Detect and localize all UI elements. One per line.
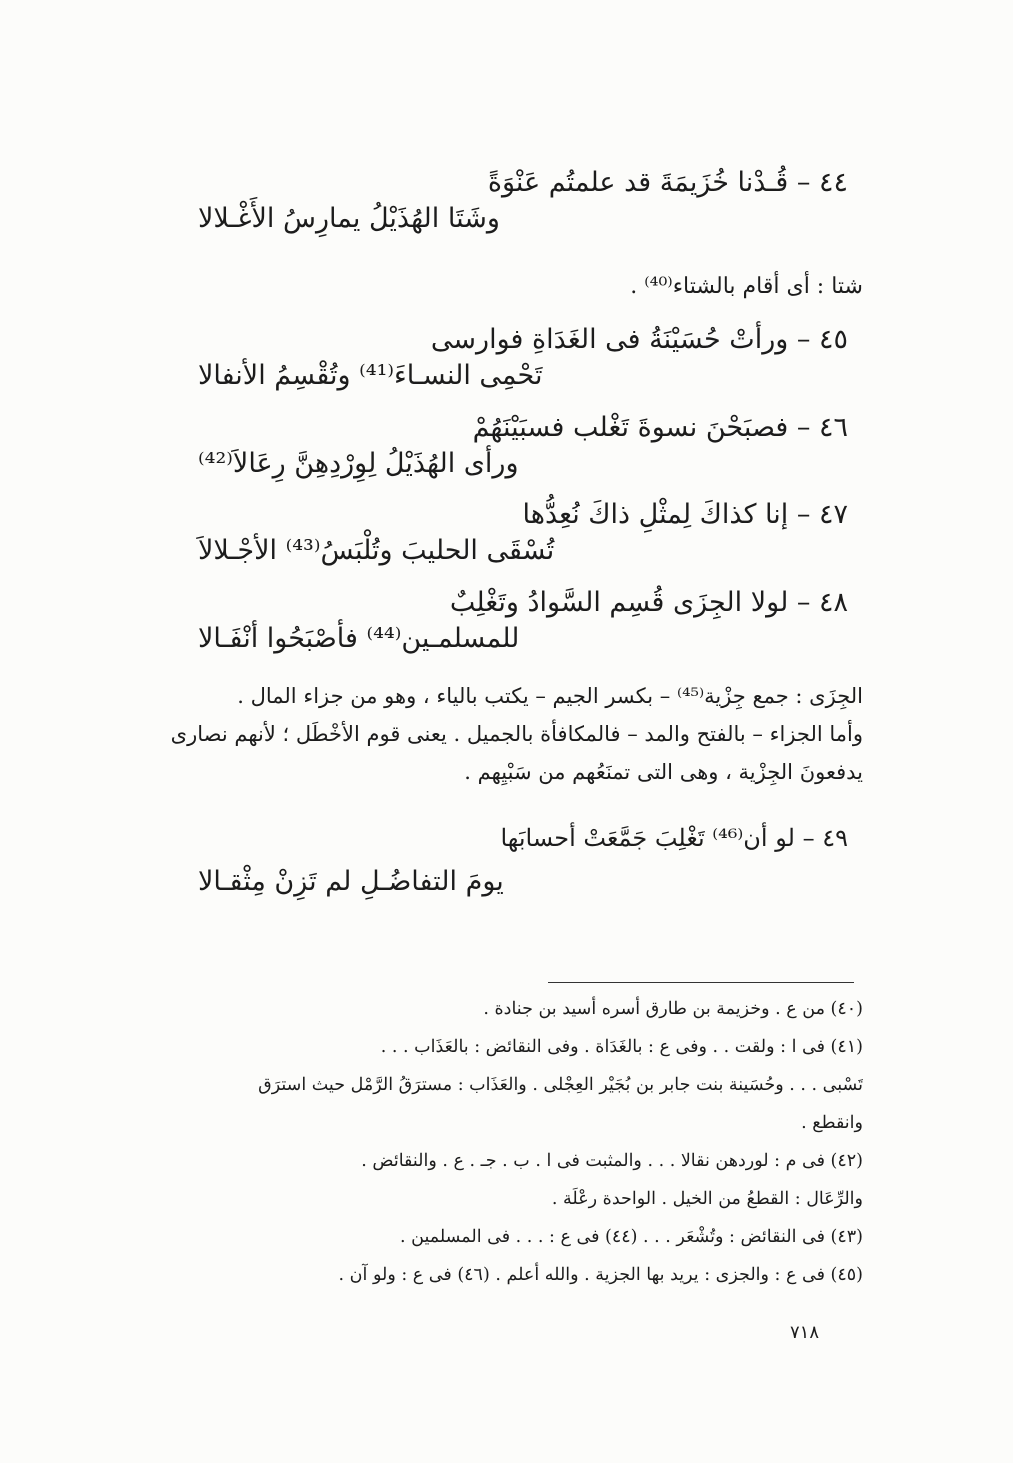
verse-first-hemistich: ٤٥ – ورأتْ حُسَيْنَةُ فى الغَدَاةِ فوارسى <box>430 324 848 355</box>
verse-48 <box>168 585 848 657</box>
verse-second-hemistich: للمسلمـين⁽⁴⁴⁾ فأصْبَحُوا أنْفَـالا <box>198 623 520 654</box>
verse-number: ٤٦ <box>818 412 848 443</box>
verse-number: ٤٤ <box>818 167 848 198</box>
verse-first-text: فصبَحْنَ نسوةَ تَغْلب فسبَيْنَهُمْ <box>472 412 789 443</box>
footnote-line: (٤٣) فى النقائض : وتُشْعَر . . . (٤٤) فى ع : . . . فى المسلمين . <box>400 1227 863 1247</box>
commentary-line: وأما الجزاء – بالفتح والمد – فالمكافأة بالجميل . يعنى قوم الأخْطَل ؛ لأنهم نصارى <box>170 722 863 746</box>
verse-number: ٤٨ <box>818 587 848 618</box>
verse-second-hemistich: تُسْقَى الحليبَ وتُلْبَسُ⁽⁴³⁾ الأجْـلالاَ <box>198 535 555 566</box>
footnote-line: (٤١) فى ا : ولقت . . وفى ع : بالغَدَاة . وفى النقائض : بالعَذَاب . . . <box>380 1037 863 1057</box>
footnote-line: (٤٥) فى ع : والجزى : يريد بها الجزية . والله أعلم . (٤٦) فى ع : ولو آن . <box>338 1265 863 1285</box>
verse-number: ٤٩ <box>822 824 848 852</box>
verse-first-text: لولا الجِزَى قُسِم السَّوادُ وتَغْلِبٌ <box>449 587 789 618</box>
verse-47 <box>168 497 848 569</box>
verse-46 <box>168 410 848 482</box>
verse-second-hemistich: ورأى الهُذَيْلُ لِوِرْدِهِنَّ رِعَالاَ⁽⁴²⁾ <box>198 448 519 479</box>
footnote-line: وانقطع . <box>801 1113 863 1133</box>
verse-first-hemistich: ٤٧ – إنا كذاكَ لِمثْلِ ذاكَ نُعِدُّها <box>522 499 848 530</box>
verse-49 <box>168 820 848 900</box>
gloss-line: شتا : أى أقام بالشتاء⁽⁴⁰⁾ . <box>630 274 863 299</box>
footnote-line: تَسْبى . . . وحُسَينة بنت جابر بن بُجَيْر العِجْلى . والعَذَاب : مسترَقُ الرَّمْل حيث استرَق <box>258 1075 863 1095</box>
verse-first-hemistich: ٤٦ – فصبَحْنَ نسوةَ تَغْلب فسبَيْنَهُمْ <box>472 412 848 443</box>
verse-second-hemistich: وشَتَا الهُذَيْلُ يمارِسُ الأَغْـلالا <box>198 203 500 234</box>
verse-first-text: قُـدْنا خُزَيمَةَ قد علمتُم عَنْوَةً <box>487 167 789 198</box>
commentary-line: يدفعونَ الجِزْية ، وهى التى تمنَعُهم من سَبْيِهم . <box>464 760 863 784</box>
footnote-line: (٤٠) من ع . وخزيمة بن طارق أسره أسيد بن جنادة . <box>483 999 863 1019</box>
footnote-line: والرِّعَال : القطعُ من الخيل . الواحدة رعْلَة . <box>551 1189 863 1209</box>
footnote-line: (٤٢) فى م : لوردهن نقالا . . . والمثبت فى ا . ب . جـ . ع . والنقائض . <box>361 1151 863 1171</box>
verse-44 <box>168 165 848 237</box>
verse-first-text: ورأتْ حُسَيْنَةُ فى الغَدَاةِ فوارسى <box>430 324 789 355</box>
verse-first-text: إنا كذاكَ لِمثْلِ ذاكَ نُعِدُّها <box>522 499 789 530</box>
verse-number: ٤٥ <box>818 324 848 355</box>
footnotes <box>158 990 863 1294</box>
verse-first-hemistich: ٤٤ – قُـدْنا خُزَيمَةَ قد علمتُم عَنْوَةً <box>487 167 848 198</box>
verse-number: ٤٧ <box>818 499 848 530</box>
verse-first-text: لو أن⁽⁴⁶⁾ تَغْلِبَ جَمَّعَتْ أحسابَها <box>500 824 795 852</box>
footnote-separator <box>548 982 854 983</box>
verse-second-hemistich: يومَ التفاضُـلِ لم تَزِنْ مِثْقـالا <box>198 866 504 897</box>
verse-second-hemistich: تَحْمِى النسـاءَ⁽⁴¹⁾ وتُقْسِمُ الأنفالا <box>198 360 543 391</box>
verse-first-hemistich: ٤٨ – لولا الجِزَى قُسِم السَّوادُ وتَغْلِبٌ <box>449 587 848 618</box>
verse-45 <box>168 322 848 394</box>
commentary-line: الجِزَى : جمع جِزْية⁽⁴⁵⁾ – بكسر الجيم – يكتب بالياء ، وهو من جزاء المال . <box>237 684 863 708</box>
commentary-block <box>163 677 863 791</box>
verse-first-hemistich: ٤٩ – لو أن⁽⁴⁶⁾ تَغْلِبَ جَمَّعَتْ أحسابَها <box>500 824 848 852</box>
page-number: ٧١٨ <box>790 1322 820 1343</box>
